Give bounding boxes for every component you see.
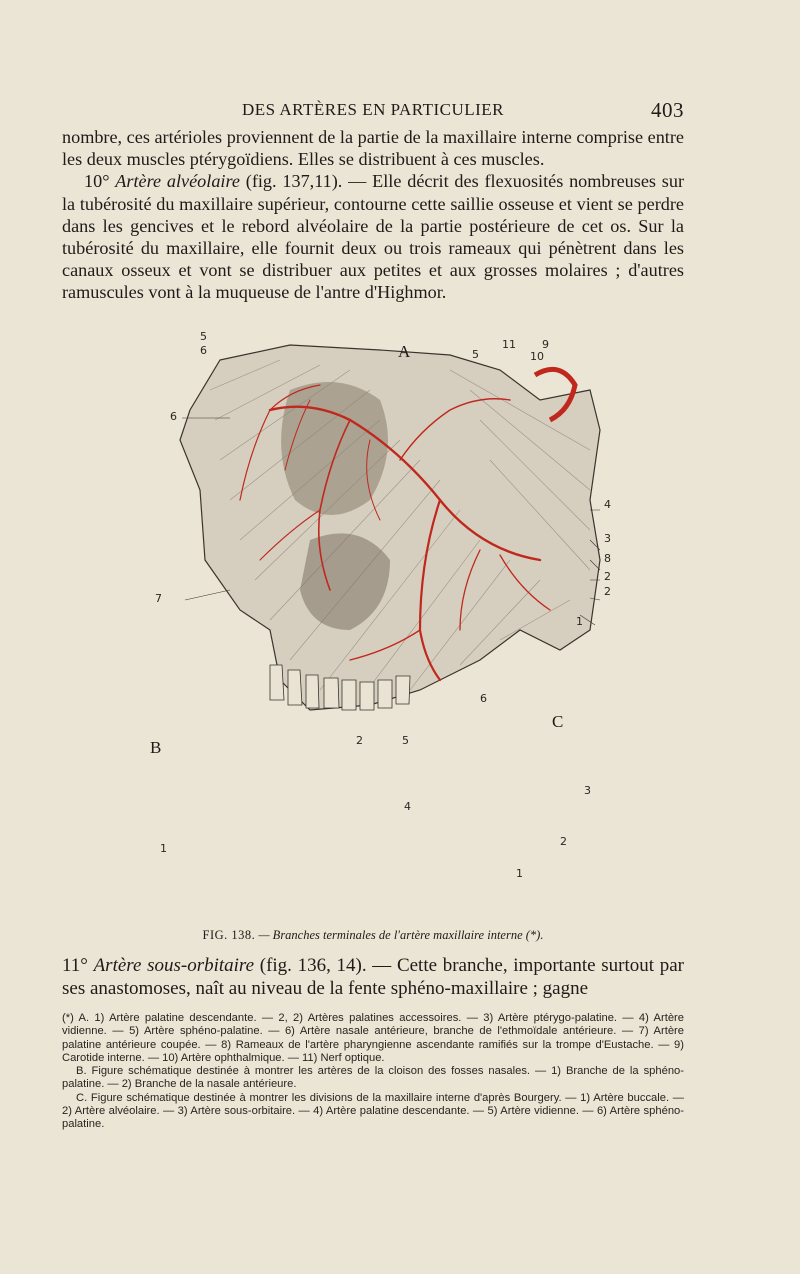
label-a-9: 9: [542, 338, 549, 351]
figure-number: FIG. 138.: [202, 928, 256, 942]
label-a-5: 5: [472, 348, 479, 361]
para-number: 11°: [62, 955, 94, 976]
section-sous-orbitaire: [62, 955, 684, 1000]
label-c-4: 4: [404, 800, 411, 813]
para-title: Artère sous-orbitaire: [93, 955, 255, 976]
para-text: (fig. 136, 14). — Cette branche, importante surtout par ses anastomoses, naît au niveau de la fente sphéno-maxillaire ; gagne: [62, 955, 684, 999]
label-a-6-left: 6: [170, 410, 177, 423]
legend-b: B. Figure schématique destinée à montrer les artères de la cloison des fosses nasales. — 1) Branche de la sphéno-palatine. — 2) Branche de la nasale antérieure.: [62, 1065, 684, 1091]
running-title: DES ARTÈRES EN PARTICULIER: [241, 100, 505, 119]
caption-text: — Branches terminales de l'artère maxillaire interne (*).: [255, 928, 544, 942]
label-c-5: 5: [402, 734, 409, 747]
label-a-8: 8: [604, 552, 611, 565]
label-a-2-upper: 2: [604, 570, 611, 583]
running-head: [62, 100, 684, 124]
label-b-1: 1: [160, 842, 167, 855]
label-c-2: 2: [560, 835, 567, 848]
legend-a: (*) A. 1) Artère palatine descendante. — 2, 2) Artères palatines accessoires. — 3) Artère ptérygo-palatine. — 4) Artère vidienne. — 5) Artère sphéno-palatine. — 6) Artère nasale antérieure, branche de l'ethmoïdale antérieure. — 7) Artère palatine antérieure coupée. — 8) Rameaux de l'artère pharyngienne ascendante ramifiés sur la trompe d'Eustache. — 9) Carotide interne. — 10) Artère ophthalmique. — 11) Nerf optique.: [62, 1012, 684, 1064]
label-a-5-top: 5: [200, 330, 207, 343]
figure-138: [120, 330, 640, 930]
paragraph-1: nombre, ces artérioles proviennent de la partie de la maxillaire interne comprise entre les deux muscles ptérygoïdiens. Elles se distribuent à ces muscles.: [62, 127, 684, 170]
label-a-3: 3: [604, 532, 611, 545]
legend-c: C. Figure schématique destinée à montrer les divisions de la maxillaire interne d'après Bourgery. — 1) Artère buccale. — 2) Artère alvéolaire. — 3) Artère sous-orbitaire. — 4) Artère palatine descendante. — 5) Artère vidienne. — 6) Artère sphéno-palatine.: [62, 1091, 684, 1131]
skull-outline: [180, 345, 600, 710]
para-title: Artère alvéolaire: [115, 171, 240, 192]
label-c-3: 3: [584, 784, 591, 797]
label-a-6-top: 6: [200, 344, 207, 357]
figure-legend: [62, 1012, 684, 1132]
label-a-7: 7: [155, 592, 162, 605]
figure-letter-c: C: [552, 712, 564, 731]
panel-a: [180, 345, 600, 710]
label-a-4: 4: [604, 498, 611, 511]
figure-letter-b: B: [150, 738, 162, 757]
figure-letter-a: A: [398, 342, 411, 361]
figure-caption: [62, 928, 684, 943]
label-c-1: 1: [516, 867, 523, 880]
body-text: [62, 126, 684, 304]
label-a-10: 10: [530, 350, 544, 363]
nasal-cavity: [281, 382, 388, 515]
page-number: 403: [651, 98, 684, 122]
label-b-2: 2: [356, 734, 363, 747]
label-a-1: 1: [576, 615, 583, 628]
label-a-2-lower: 2: [604, 585, 611, 598]
label-c-6: 6: [480, 692, 487, 705]
para-number: 10°: [84, 171, 116, 192]
paragraph-sous-orbitaire: [62, 955, 684, 1000]
para-text: (fig. 137,11). — Elle décrit des flexuosités nombreuses sur la tubérosité du maxillaire supérieur, contourne cette saillie osseuse et vient se perdre dans les gencives et le rebord alvéolaire de la partie postérieure de cet os. Sur la tubérosité du maxillaire, elle fournit deux ou trois rameaux qui pénètrent dans les canaux osseux et vont se distribuer aux petites et aux grosses molaires ; d'autres ramuscules vont à la muqueuse de l'antre d'Highmor.: [62, 171, 685, 303]
paragraph-alveolaire: [62, 170, 684, 303]
label-a-11: 11: [502, 338, 516, 351]
